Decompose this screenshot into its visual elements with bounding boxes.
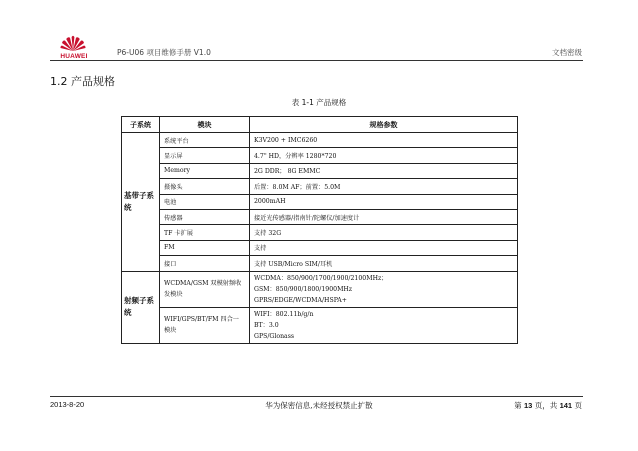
table-caption: 表 1-1 产品规格: [291, 98, 347, 107]
spec-line: GPS/Glonass: [254, 332, 295, 340]
spec-cell: 后置：8.0M AF；前置：5.0M: [250, 179, 518, 194]
document-title: P6-U06 项目维修手册 V1.0: [117, 48, 211, 57]
table-row: [122, 271, 518, 307]
spec-cell: K3V200 + IMC6260: [250, 133, 518, 148]
table-row: [122, 209, 518, 224]
header-divider: [50, 60, 583, 61]
page-total: 141: [559, 401, 573, 410]
spec-line: WIFI：802.11b/g/n: [254, 310, 314, 318]
column-header-spec: 规格参数: [250, 117, 518, 133]
subsystem-rf: 射频子系统: [122, 271, 160, 343]
module-cell: FM: [160, 240, 250, 255]
spec-cell: 2000mAH: [250, 194, 518, 209]
module-cell: 摄像头: [160, 179, 250, 194]
module-cell: 显示屏: [160, 148, 250, 163]
table-row: [122, 179, 518, 194]
logo-wordmark: HUAWEI: [60, 53, 88, 60]
spec-line: BT：3.0: [254, 321, 279, 329]
table-row: [122, 307, 518, 343]
section-heading: 1.2 产品规格: [50, 75, 115, 88]
footer-divider: [50, 396, 583, 397]
module-cell: TF 卡扩展: [160, 225, 250, 240]
spec-cell: 接近光传感器/指南针/陀螺仪/加速度计: [250, 209, 518, 224]
table-row: [122, 225, 518, 240]
table-row: [122, 163, 518, 178]
module-cell: WCDMA/GSM 双模射频收发模块: [160, 271, 250, 307]
table-row: [122, 133, 518, 148]
spec-line: GSM：850/900/1800/1900MHz: [254, 285, 353, 293]
spec-line: GPRS/EDGE/WCDMA/HSPA+: [254, 296, 347, 304]
page-current: 13: [523, 401, 533, 410]
confidentiality-label: 文档密级: [552, 48, 582, 57]
confidential-notice: 华为保密信息,未经授权禁止扩散: [265, 401, 373, 410]
spec-cell: 2G DDR； 8G EMMC: [250, 163, 518, 178]
page-indicator: [514, 400, 582, 411]
table-header-row: [122, 117, 518, 133]
page-mid: 页，共: [532, 401, 560, 410]
product-spec-table: [121, 116, 518, 344]
module-cell: Memory: [160, 163, 250, 178]
column-header-subsystem: 子系统: [122, 117, 160, 133]
spec-line: WCDMA：850/900/1700/1900/2100MHz；: [254, 274, 388, 282]
module-cell: 接口: [160, 256, 250, 271]
table-row: [122, 148, 518, 163]
page-prefix: 第: [514, 401, 524, 410]
page-suffix: 页: [572, 401, 582, 410]
module-cell: WIFI/GPS/BT/FM 四合一模块: [160, 307, 250, 343]
spec-cell: 4.7" HD，分辨率 1280*720: [250, 148, 518, 163]
module-cell: 系统平台: [160, 133, 250, 148]
spec-cell: [250, 271, 518, 307]
subsystem-baseband: 基带子系统: [122, 133, 160, 272]
spec-cell: [250, 307, 518, 343]
table-row: [122, 194, 518, 209]
module-cell: 电池: [160, 194, 250, 209]
module-cell: 传感器: [160, 209, 250, 224]
spec-cell: 支持 USB/Micro SIM/耳机: [250, 256, 518, 271]
table-row: [122, 256, 518, 271]
table-row: [122, 240, 518, 255]
spec-cell: 支持: [250, 240, 518, 255]
footer-date: 2013-8-20: [50, 400, 85, 409]
spec-cell: 支持 32G: [250, 225, 518, 240]
column-header-module: 模块: [160, 117, 250, 133]
